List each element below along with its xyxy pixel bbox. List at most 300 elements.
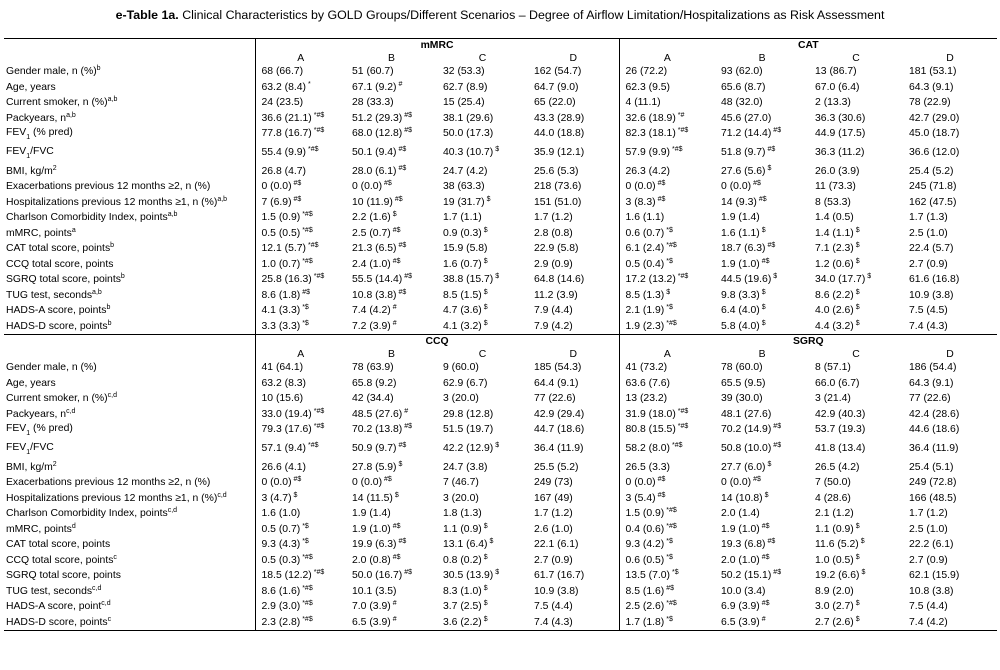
- table-row: [4, 584, 997, 600]
- table-row: [4, 360, 997, 376]
- row-label: [4, 64, 255, 80]
- cell-value: 7.4 (4.2): [909, 616, 948, 628]
- cell-value: 36.4 (11.9): [909, 443, 959, 454]
- cell-value: 62.1 (15.9): [909, 570, 960, 582]
- cell-value: 44.7 (18.6): [534, 424, 585, 436]
- significance-marker: #$: [398, 146, 407, 153]
- table-cell: [809, 599, 903, 615]
- cell-value: 62.7 (8.9): [443, 81, 488, 93]
- row-label-subscript: 1: [26, 133, 31, 141]
- table-cell: [715, 407, 809, 423]
- cell-value: 0 (0.0): [721, 477, 752, 489]
- cell-value: 5.8 (4.0): [721, 320, 760, 332]
- cell-value: 93 (62.0): [721, 66, 763, 78]
- cell-value: 3.7 (2.5): [443, 601, 482, 613]
- cell-value: 44.6 (18.6): [909, 424, 960, 436]
- table-cell: [903, 319, 997, 335]
- footnote-marker: c,d: [107, 392, 117, 400]
- table-cell: [346, 376, 437, 392]
- table-cell: [528, 422, 619, 438]
- table-row: [4, 568, 997, 584]
- row-label-text: CAT total score, points: [6, 243, 111, 255]
- table-cell: [715, 391, 809, 407]
- cell-value: 24.7 (3.8): [443, 461, 488, 473]
- table-cell: [528, 491, 619, 507]
- cell-value: 19 (31.7): [443, 196, 485, 208]
- significance-marker: #$: [753, 476, 761, 484]
- cell-value: 4.7 (3.6): [443, 305, 482, 317]
- row-label: [4, 164, 255, 180]
- footnote-marker: c,d: [66, 407, 76, 415]
- cell-value: 70.2 (13.8): [352, 424, 403, 436]
- table-cell: [715, 95, 809, 111]
- cell-value: 245 (71.8): [909, 181, 957, 193]
- table-cell: [809, 391, 903, 407]
- table-cell: [255, 126, 346, 142]
- table-cell: [346, 553, 437, 569]
- significance-marker: *#$: [666, 242, 677, 250]
- cell-value: 4 (11.1): [625, 97, 661, 109]
- table-cell: [437, 584, 528, 600]
- cell-value: 1.1 (0.9): [443, 523, 482, 535]
- footnote-marker: a,b: [92, 288, 102, 296]
- table-cell: [346, 391, 437, 407]
- cell-value: 79.3 (17.6): [261, 424, 312, 436]
- cell-value: 1.9 (1.4): [352, 508, 391, 520]
- table-cell: [528, 288, 619, 304]
- table-row: [4, 376, 997, 392]
- cell-value: 2.4 (1.0): [352, 258, 391, 270]
- cell-value: 10.9 (3.8): [909, 289, 954, 301]
- table-cell: [715, 506, 809, 522]
- cell-value: 6.5 (3.9): [721, 616, 760, 628]
- significance-marker: $: [855, 319, 860, 327]
- table-row: [4, 491, 997, 507]
- cell-value: 48.5 (27.6): [352, 408, 403, 420]
- row-label: [4, 422, 255, 438]
- table-cell: [715, 319, 809, 335]
- significance-marker: $: [855, 600, 860, 608]
- cell-value: 38.1 (29.6): [443, 112, 494, 124]
- significance-marker: #$: [767, 538, 776, 546]
- cell-value: 13.1 (6.4): [443, 539, 488, 551]
- cell-value: 77.8 (16.7): [261, 128, 312, 140]
- table-cell: [437, 64, 528, 80]
- table-cell: [619, 599, 715, 615]
- table-cell: [255, 491, 346, 507]
- table-cell: [346, 95, 437, 111]
- table-cell: [346, 491, 437, 507]
- cell-value: 10.9 (3.8): [534, 585, 579, 597]
- significance-marker: #$: [404, 273, 413, 281]
- row-label-text: Exacerbations previous 12 months ≥2, n (%): [6, 477, 211, 489]
- significance-marker: #$: [293, 180, 302, 188]
- cell-value: 51.2 (29.3): [352, 112, 403, 124]
- category-letter: D: [528, 52, 619, 64]
- cell-value: 2.3 (2.8): [261, 616, 301, 628]
- table-cell: [903, 360, 997, 376]
- letters-spacer: [4, 52, 255, 64]
- cell-value: 2.5 (1.0): [909, 227, 948, 239]
- table-cell: [715, 226, 809, 242]
- header-spacer: [4, 39, 255, 53]
- table-cell: [437, 95, 528, 111]
- significance-marker: *#$: [313, 127, 325, 135]
- cell-value: 18.7 (6.3): [721, 243, 766, 255]
- cell-value: 78 (22.9): [909, 97, 951, 109]
- row-label-text: Packyears, n: [6, 408, 67, 420]
- table-cell: [619, 360, 715, 376]
- table-cell: [528, 111, 619, 127]
- cell-value: 57.1 (9.4): [261, 443, 306, 454]
- table-cell: [619, 111, 715, 127]
- cell-value: 28 (33.3): [352, 97, 394, 109]
- table-cell: [437, 142, 528, 164]
- cell-value: 1.7 (1.2): [534, 212, 573, 224]
- significance-marker: $: [666, 288, 671, 296]
- significance-marker: #$: [404, 111, 413, 119]
- table-cell: [255, 164, 346, 180]
- cell-value: 78 (63.9): [352, 362, 394, 374]
- table-cell: [346, 303, 437, 319]
- table-cell: [809, 584, 903, 600]
- row-label: [4, 568, 255, 584]
- cell-value: 0 (0.0): [261, 477, 292, 489]
- cell-value: 7.1 (2.3): [815, 243, 854, 255]
- cell-value: 6.4 (4.0): [721, 305, 760, 317]
- category-letter: C: [852, 348, 860, 360]
- cell-value: 1.9 (1.0): [721, 258, 760, 270]
- cell-value: 42.4 (28.6): [909, 408, 960, 420]
- table-cell: [255, 553, 346, 569]
- cell-value: 3 (4.7): [261, 492, 292, 504]
- table-cell: [437, 599, 528, 615]
- cell-value: 10 (11.9): [352, 196, 393, 208]
- cell-value: 4.0 (2.6): [815, 305, 854, 317]
- cell-value: 7.2 (3.9): [352, 320, 391, 332]
- category-letter: C: [852, 52, 860, 64]
- category-letter-row: [4, 52, 997, 64]
- table-cell: [346, 475, 437, 491]
- table-row: [4, 319, 997, 335]
- table-cell: [346, 80, 437, 96]
- table-cell: [528, 599, 619, 615]
- significance-marker: *#$: [677, 407, 689, 415]
- table-cell: [903, 241, 997, 257]
- row-label-suffix: (% pred): [30, 126, 73, 138]
- row-label: [4, 360, 255, 376]
- cell-value: 53.7 (19.3): [815, 424, 866, 436]
- row-label-text: Age, years: [6, 377, 56, 389]
- table-number: e-Table 1a.: [115, 8, 179, 22]
- letters-spacer: [4, 348, 255, 360]
- table-cell: [346, 226, 437, 242]
- cell-value: 7.9 (4.2): [534, 320, 573, 332]
- cell-value: 80.8 (15.5): [625, 424, 676, 436]
- cell-value: 61.6 (16.8): [909, 274, 960, 286]
- table-cell: [715, 438, 809, 460]
- cell-value: 22.4 (5.7): [909, 243, 954, 255]
- table-cell: [528, 460, 619, 476]
- cell-value: 48 (32.0): [721, 97, 763, 109]
- table-cell: [809, 164, 903, 180]
- table-cell: [346, 319, 437, 335]
- significance-marker: #: [392, 304, 397, 312]
- table-row: [4, 142, 997, 164]
- table-row: [4, 226, 997, 242]
- cell-value: 64.4 (9.1): [534, 377, 579, 389]
- row-label: [4, 407, 255, 423]
- row-label: [4, 460, 255, 476]
- table-row: [4, 164, 997, 180]
- row-label: [4, 126, 255, 142]
- table-cell: [715, 460, 809, 476]
- table-cell: [255, 288, 346, 304]
- cell-value: 8.9 (2.0): [815, 585, 854, 597]
- table-cell: [437, 460, 528, 476]
- significance-marker: $: [764, 491, 769, 499]
- row-label: [4, 584, 255, 600]
- cell-value: 0.9 (0.3): [443, 227, 482, 239]
- footnote-marker: b: [96, 65, 101, 73]
- cell-value: 15 (25.4): [443, 97, 485, 109]
- row-label: [4, 179, 255, 195]
- table-cell: [437, 80, 528, 96]
- table-row: [4, 257, 997, 273]
- cell-value: 64.7 (9.0): [534, 81, 579, 93]
- table-cell: [346, 241, 437, 257]
- table-cell: [255, 210, 346, 226]
- table-cell: [903, 407, 997, 423]
- cell-value: 9.8 (3.3): [721, 289, 760, 301]
- cell-value: 15.9 (5.8): [443, 243, 488, 255]
- cell-value: 50.9 (9.7): [352, 443, 397, 454]
- table-cell: [437, 164, 528, 180]
- table-cell: [619, 391, 715, 407]
- cell-value: 32.6 (18.9): [625, 112, 676, 124]
- cell-value: 14 (9.3): [721, 196, 757, 208]
- significance-marker: $: [495, 146, 500, 153]
- cell-value: 25.6 (5.3): [534, 165, 579, 177]
- table-cell: [346, 288, 437, 304]
- significance-marker: $: [767, 460, 772, 468]
- significance-marker: $: [761, 304, 766, 312]
- cell-value: 58.2 (8.0): [625, 443, 671, 454]
- cell-value: 3 (21.4): [815, 393, 851, 405]
- significance-marker: *#$: [307, 442, 319, 449]
- table-row: [4, 179, 997, 195]
- table-cell: [255, 272, 346, 288]
- table-cell: [255, 460, 346, 476]
- table-cell: [715, 491, 809, 507]
- cell-value: 2.7 (2.6): [815, 616, 854, 628]
- significance-marker: #: [404, 407, 409, 415]
- significance-marker: $: [483, 304, 488, 312]
- table-cell: [903, 179, 997, 195]
- category-letter: B: [388, 348, 395, 360]
- cell-value: 4.4 (3.2): [815, 320, 854, 332]
- cell-value: 63.2 (8.4): [261, 81, 306, 93]
- table-cell: [715, 599, 809, 615]
- table-cell: [715, 195, 809, 211]
- significance-marker: $: [483, 257, 488, 265]
- row-label-subscript: 1: [26, 448, 31, 456]
- row-label-text: HADS-A score, points: [6, 305, 107, 317]
- cell-value: 7 (46.7): [443, 477, 479, 489]
- table-cell: [715, 64, 809, 80]
- table-cell: [255, 438, 346, 460]
- table-cell: [346, 272, 437, 288]
- table-cell: [619, 491, 715, 507]
- row-label: [4, 438, 255, 460]
- cell-value: 162 (54.7): [534, 66, 582, 78]
- table-row: [4, 506, 997, 522]
- significance-marker: $: [483, 226, 488, 234]
- table-cell: [346, 64, 437, 80]
- row-label: [4, 272, 255, 288]
- table-cell: [528, 391, 619, 407]
- row-label: [4, 537, 255, 553]
- significance-marker: #: [761, 615, 766, 623]
- cell-value: 8.3 (1.0): [443, 585, 482, 597]
- cell-value: 1.9 (2.3): [625, 320, 665, 332]
- row-label: [4, 615, 255, 631]
- cell-value: 26.0 (3.9): [815, 165, 860, 177]
- cell-value: 4.1 (3.2): [443, 320, 482, 332]
- table-cell: [809, 179, 903, 195]
- significance-marker: #$: [657, 491, 666, 499]
- table-cell: [437, 319, 528, 335]
- footnote-marker: a,b: [66, 111, 76, 119]
- table-cell: [715, 142, 809, 164]
- cell-value: 64.3 (9.1): [909, 377, 954, 389]
- cell-value: 2.5 (1.0): [909, 523, 948, 535]
- cell-value: 77 (22.6): [534, 393, 576, 405]
- cell-value: 50.2 (15.1): [721, 570, 772, 582]
- category-letter: A: [297, 348, 305, 360]
- table-cell: [437, 491, 528, 507]
- cell-value: 44.0 (18.8): [534, 128, 585, 140]
- cell-value: 8 (53.3): [815, 196, 851, 208]
- row-label: [4, 553, 255, 569]
- category-letter: A: [663, 52, 671, 64]
- table-cell: [619, 195, 715, 211]
- cell-value: 2.7 (0.9): [909, 258, 948, 270]
- cell-value: 50.0 (17.3): [443, 128, 494, 140]
- row-label-text: Gender male, n (%): [6, 362, 97, 374]
- row-label-text: SGRQ total score, points: [6, 570, 121, 582]
- footnote-marker: d: [71, 522, 76, 530]
- significance-marker: *$: [302, 304, 309, 312]
- significance-marker: $: [761, 226, 766, 234]
- table-cell: [809, 226, 903, 242]
- significance-marker: *#: [677, 111, 685, 119]
- significance-marker: $: [767, 164, 772, 172]
- significance-marker: *$: [302, 319, 309, 327]
- table-cell: [437, 111, 528, 127]
- row-label: [4, 319, 255, 335]
- cell-value: 65 (22.0): [534, 97, 576, 109]
- table-row: [4, 303, 997, 319]
- cell-value: 249 (72.8): [909, 477, 957, 489]
- significance-marker: *#$: [313, 273, 325, 281]
- significance-marker: #$: [657, 180, 666, 188]
- footnote-marker: a,b: [167, 211, 178, 219]
- significance-marker: *#$: [302, 615, 313, 623]
- table-cell: [255, 522, 346, 538]
- table-cell: [903, 64, 997, 80]
- cell-value: 0.6 (0.5): [625, 554, 665, 566]
- cell-value: 11 (73.3): [815, 181, 856, 193]
- row-label: [4, 257, 255, 273]
- cell-value: 40.3 (10.7): [443, 147, 494, 158]
- table-cell: [346, 111, 437, 127]
- significance-marker: $: [293, 491, 298, 499]
- significance-marker: #$: [773, 423, 782, 431]
- cell-value: 65.5 (9.5): [721, 377, 766, 389]
- cell-value: 1.1 (0.9): [815, 523, 854, 535]
- significance-marker: $: [483, 615, 488, 623]
- significance-marker: #$: [767, 242, 776, 250]
- table-cell: [528, 257, 619, 273]
- cell-value: 44.9 (17.5): [815, 128, 866, 140]
- cell-value: 65.8 (9.2): [352, 377, 397, 389]
- row-label-text: CAT total score, points: [6, 539, 111, 551]
- table-cell: [528, 584, 619, 600]
- significance-marker: *#$: [302, 226, 313, 234]
- table-cell: [903, 537, 997, 553]
- significance-marker: $: [855, 288, 860, 296]
- table-cell: [809, 64, 903, 80]
- row-label-text: CCQ total score, points: [6, 258, 114, 270]
- cell-value: 41.8 (13.4): [815, 443, 866, 454]
- cell-value: 22.9 (5.8): [534, 243, 579, 255]
- cell-value: 38 (63.3): [443, 181, 485, 193]
- significance-marker: #: [392, 319, 397, 327]
- table-cell: [255, 195, 346, 211]
- cell-value: 6.1 (2.4): [625, 243, 665, 255]
- cell-value: 42.9 (29.4): [534, 408, 585, 420]
- significance-marker: #: [398, 80, 403, 88]
- cell-value: 19.3 (6.8): [721, 539, 766, 551]
- cell-value: 166 (48.5): [909, 492, 957, 504]
- table-cell: [528, 226, 619, 242]
- table-cell: [437, 407, 528, 423]
- section-header-row: [4, 39, 997, 53]
- table-cell: [903, 391, 997, 407]
- table-cell: [619, 460, 715, 476]
- table-cell: [437, 391, 528, 407]
- table-row: [4, 80, 997, 96]
- table-cell: [255, 80, 346, 96]
- cell-value: 2.9 (3.0): [261, 601, 301, 613]
- cell-value: 8.5 (1.6): [625, 585, 665, 597]
- cell-value: 25.4 (5.1): [909, 461, 954, 473]
- significance-marker: #: [392, 600, 397, 608]
- cell-value: 0 (0.0): [625, 477, 656, 489]
- table-cell: [255, 179, 346, 195]
- cell-value: 249 (73): [534, 477, 573, 489]
- cell-value: 27.8 (5.9): [352, 461, 397, 473]
- table-cell: [346, 407, 437, 423]
- footnote-marker: b: [120, 273, 125, 281]
- table-cell: [903, 438, 997, 460]
- cell-value: 2.7 (0.9): [534, 554, 573, 566]
- significance-marker: $: [855, 522, 860, 530]
- category-letter: A: [663, 348, 671, 360]
- cell-value: 44.5 (19.6): [721, 274, 772, 286]
- cell-value: 29.8 (12.8): [443, 408, 494, 420]
